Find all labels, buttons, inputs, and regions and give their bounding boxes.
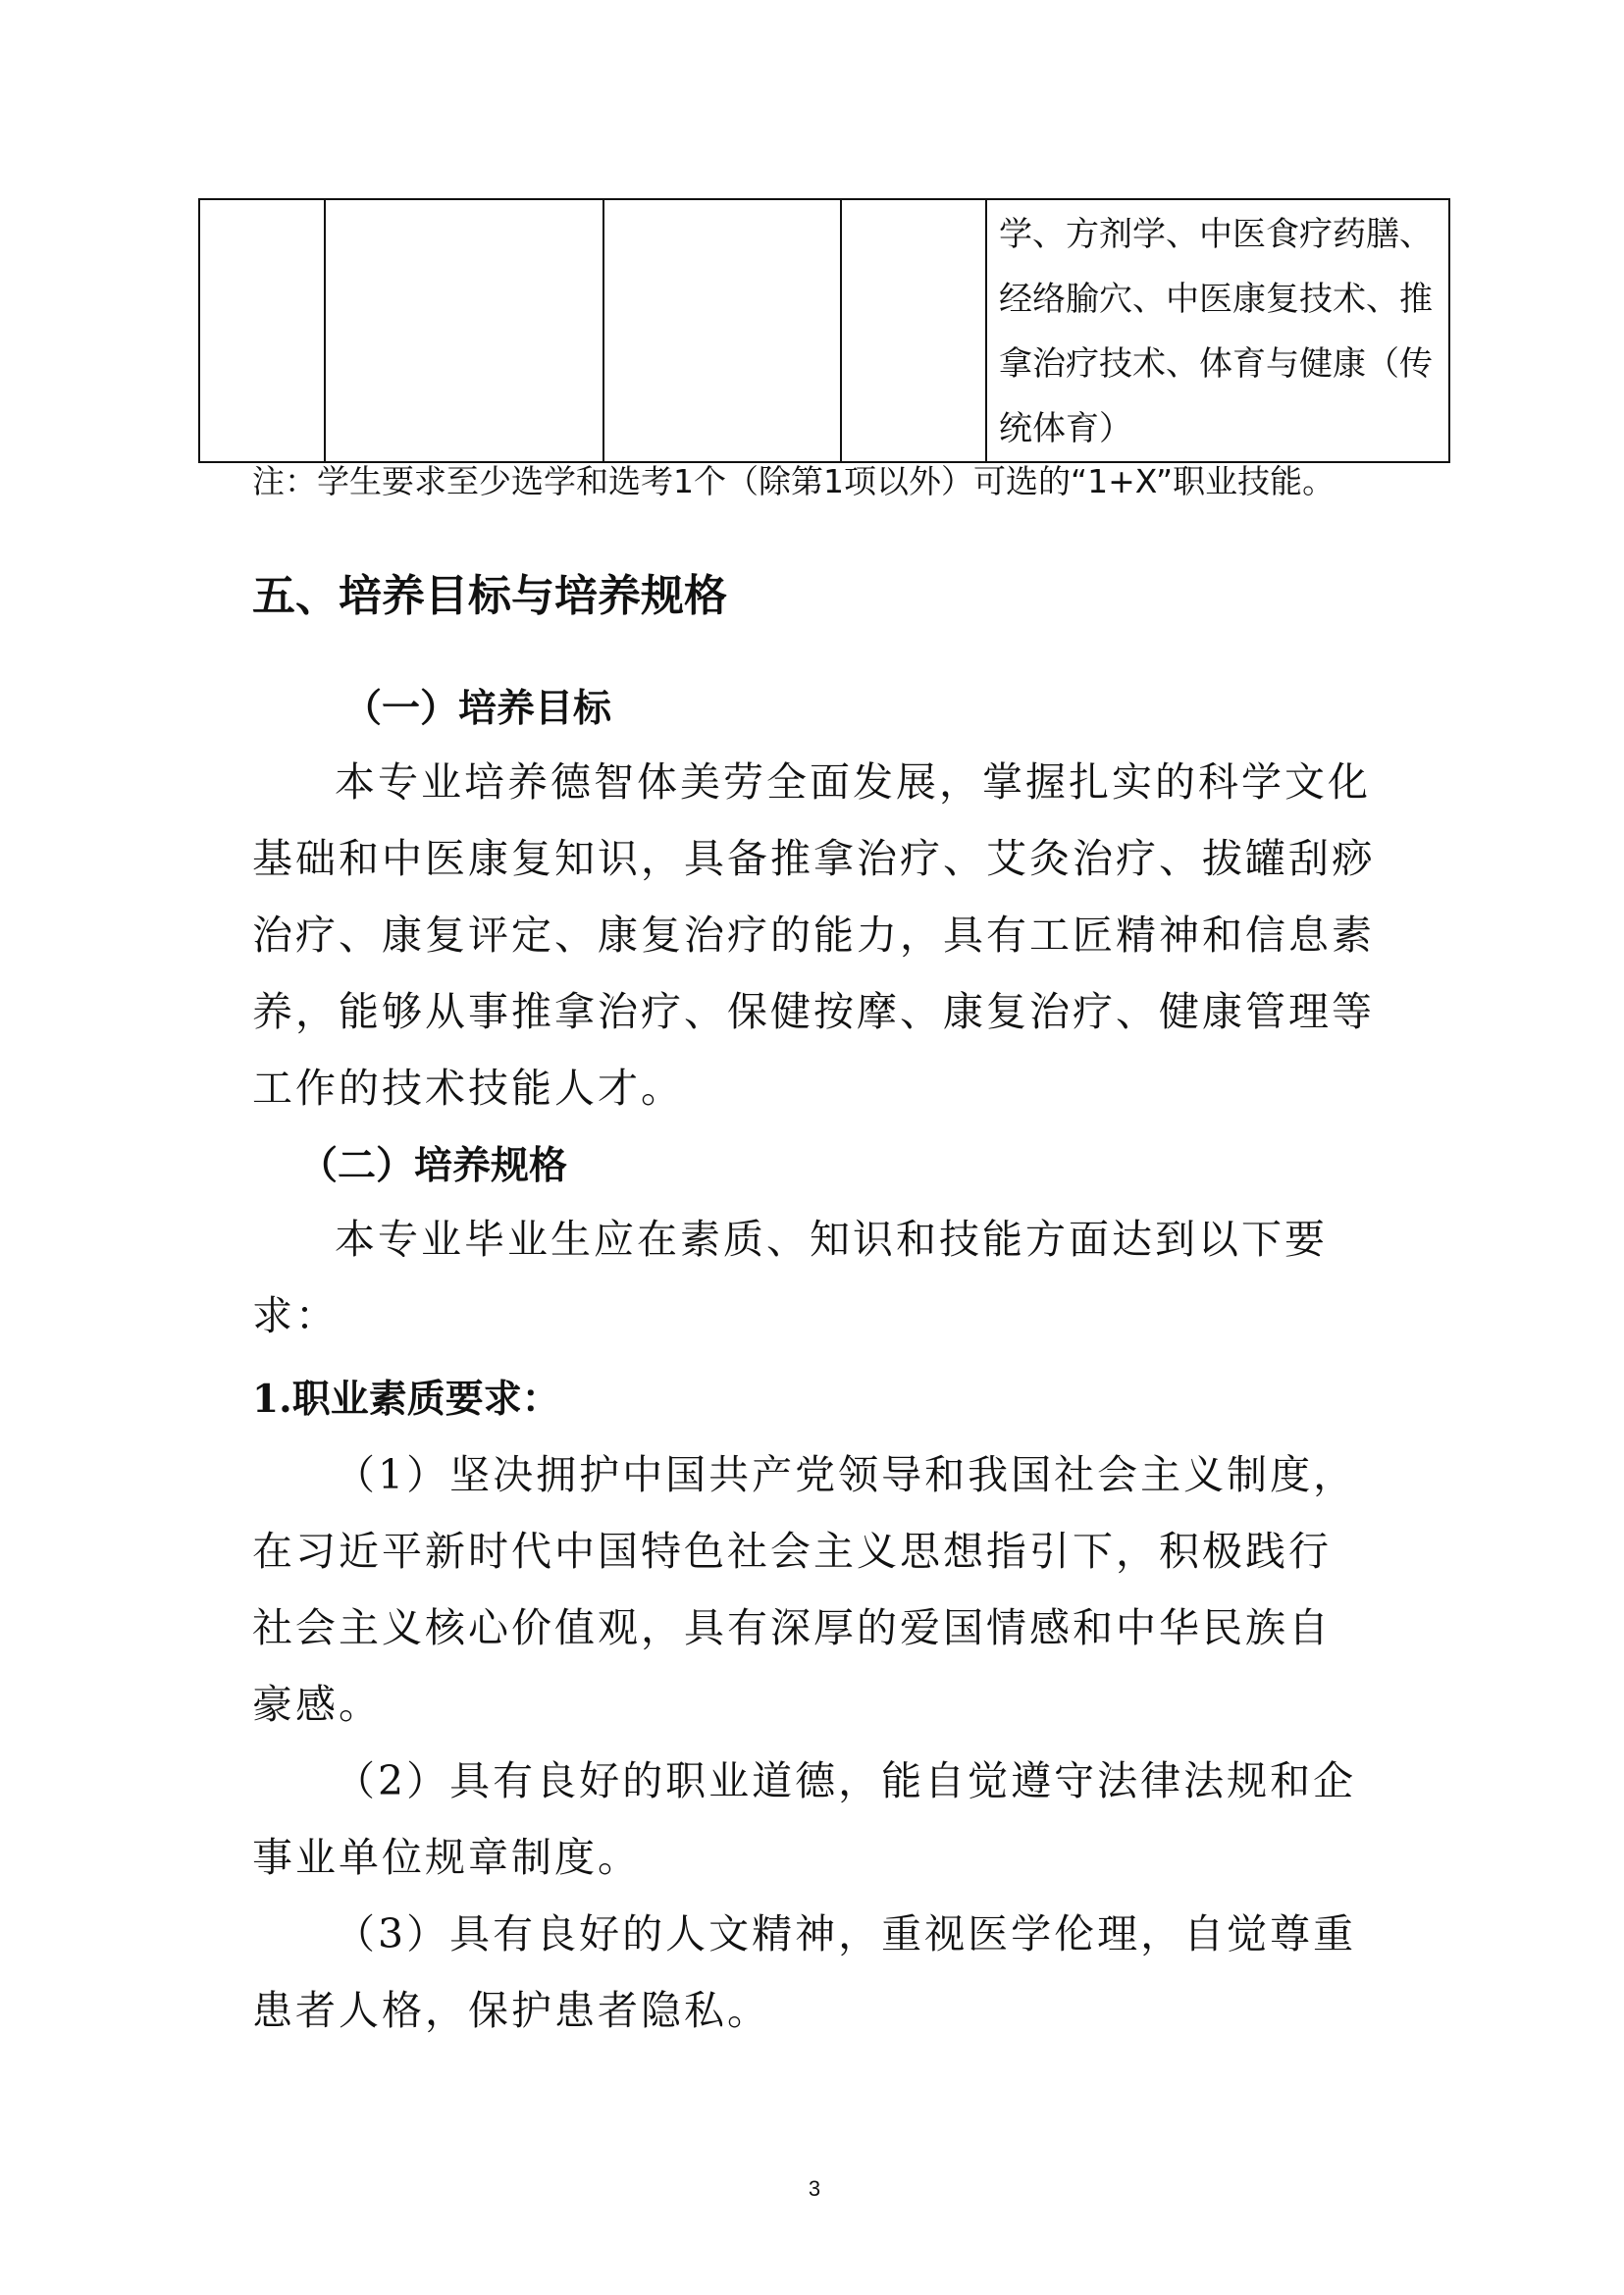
paragraph-point-2 [252, 1743, 1356, 1896]
text-line: 工作的技术技能人才。 [252, 1065, 684, 1112]
text-line: 基础和中医康复知识，具备推拿治疗、艾灸治疗、拔罐刮痧 [252, 835, 1375, 882]
table-cell [841, 199, 986, 462]
text-line: （2）具有良好的职业道德，能自觉遵守法律法规和企 [335, 1757, 1357, 1804]
text-line: （1）坚决拥护中国共产党领导和我国社会主义制度， [335, 1451, 1357, 1498]
table-note: 注：学生要求至少选学和选考1个（除第1项以外）可选的“1+X”职业技能。 [252, 462, 1336, 500]
text-line: 在习近平新时代中国特色社会主义思想指引下，积极践行 [252, 1528, 1332, 1575]
courses-line: 经络腧穴、中医康复技术、推 [999, 280, 1433, 319]
item-heading: 1.职业素质要求： [252, 1377, 560, 1422]
subsection-heading-specs: （二）培养规格 [299, 1143, 568, 1188]
text-line: 治疗、康复评定、康复治疗的能力，具有工匠精神和信息素 [252, 912, 1375, 959]
text-line: 养，能够从事推拿治疗、保健按摩、康复治疗、健康管理等 [252, 988, 1375, 1035]
paragraph-goals [252, 744, 1375, 1126]
text-line: 本专业毕业生应在素质、知识和技能方面达到以下要 [335, 1216, 1328, 1263]
paragraph-intro [252, 1201, 1328, 1354]
text-line: 豪感。 [252, 1681, 382, 1728]
page-number: 3 [808, 2176, 821, 2201]
text-line: （3）具有良好的人文精神，重视医学伦理，自觉尊重 [335, 1910, 1357, 1957]
text-line: 患者人格，保护患者隐私。 [252, 1987, 770, 2034]
courses-line: 拿治疗技术、体育与健康（传 [999, 344, 1433, 384]
text-line: 求： [252, 1292, 339, 1339]
course-table-fragment [198, 198, 1450, 463]
table-row [199, 199, 1449, 462]
text-line: 本专业培养德智体美劳全面发展，掌握扎实的科学文化 [335, 758, 1371, 806]
text-line: 社会主义核心价值观，具有深厚的爱国情感和中华民族自 [252, 1604, 1332, 1651]
table-cell [325, 199, 603, 462]
paragraph-point-3 [252, 1896, 1356, 2049]
subsection-heading-goals: （一）培养目标 [343, 686, 612, 731]
table-cell [199, 199, 325, 462]
courses-line: 统体育） [999, 409, 1132, 448]
table-cell [603, 199, 841, 462]
courses-line: 学、方剂学、中医食疗药膳、 [999, 215, 1433, 254]
courses-text [987, 200, 1448, 461]
table-cell-courses [986, 199, 1449, 462]
section-heading: 五、培养目标与培养规格 [252, 571, 727, 621]
paragraph-point-1 [252, 1436, 1356, 1743]
text-line: 事业单位规章制度。 [252, 1834, 641, 1881]
